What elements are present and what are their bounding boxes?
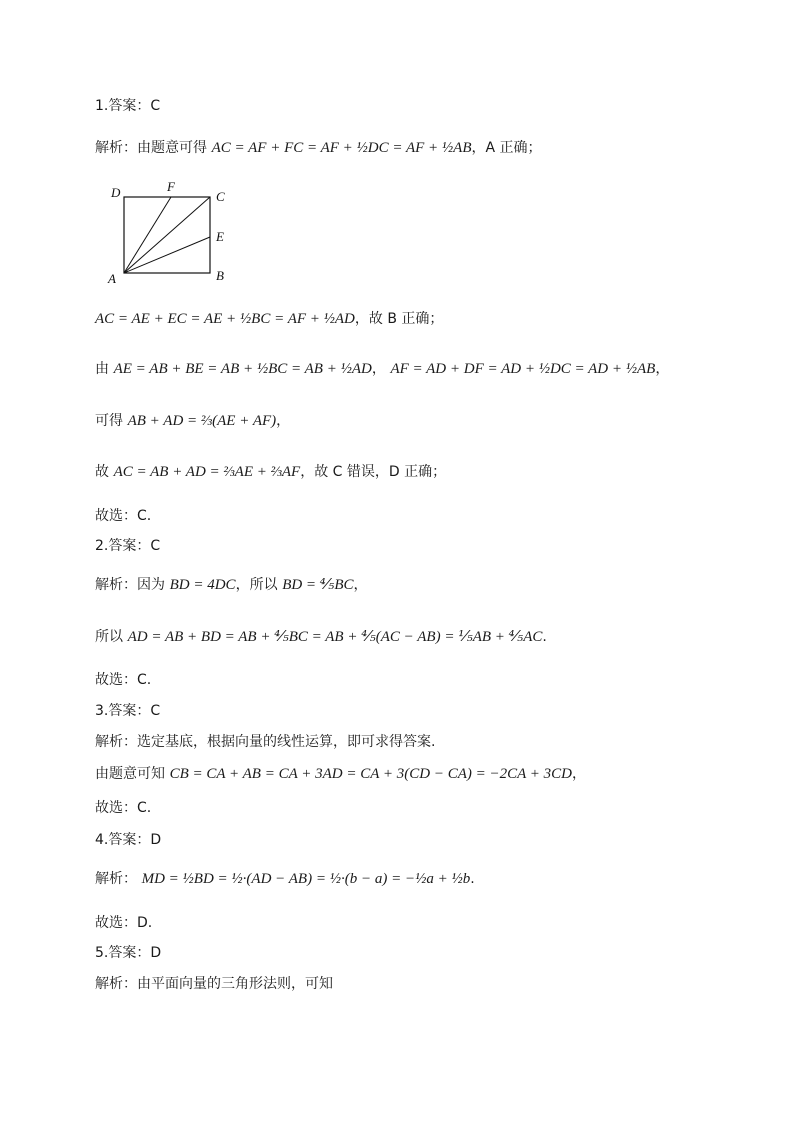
- q3-answer: 3.答案：C: [95, 703, 161, 719]
- q5-line1: 解析：由平面向量的三角形法则，可知: [95, 976, 333, 992]
- label-f: F: [167, 179, 175, 194]
- q3-l2-math: CB = CA + AB = CA + 3AD = CA + 3(CD − CA) = −2CA + 3CD: [169, 766, 572, 782]
- q4-math: MD = ½BD = ½·(AD − AB) = ½·(b − a) = −½a + ½b: [141, 871, 471, 887]
- q2-l1-tail: ，: [353, 577, 368, 593]
- q1-l1-math: AC = AF + FC = AF + ½DC = AF + ½AB: [211, 140, 472, 156]
- label-a: A: [108, 271, 116, 286]
- q2-line2: [95, 626, 547, 648]
- q1-line3: [95, 358, 669, 380]
- label-c: C: [216, 189, 225, 204]
- q4-label: 解析：: [95, 871, 137, 887]
- q2-l1-math1: BD = 4DC: [169, 577, 236, 593]
- q2-l2-text: 所以: [95, 629, 123, 645]
- q1-l5-math: AC = AB + AD = ⅔AE + ⅔AF: [113, 464, 301, 480]
- q1-l1-text: 由题意可得: [137, 140, 207, 156]
- q4-tail: .: [470, 871, 475, 887]
- q2-l2-tail: .: [542, 629, 547, 645]
- q1-line2: [95, 308, 443, 330]
- q1-l3-text: 由: [95, 361, 109, 377]
- segment-af: [124, 197, 171, 273]
- label-d: D: [111, 185, 121, 200]
- q2-l2-math: AD = AB + BD = AB + ⅘BC = AB + ⅘(AC − AB) = ⅕AB + ⅘AC: [127, 629, 543, 645]
- q1-l4-text: 可得: [95, 413, 123, 429]
- q1-answer: 1.答案：C: [95, 98, 161, 114]
- q1-l3-tail: ，: [655, 361, 670, 377]
- q1-choose: 故选：C.: [95, 508, 152, 524]
- q1-line1: [95, 137, 542, 159]
- q1-label: 解析：: [95, 140, 137, 156]
- q1-l2-tail: ，故 B 正确；: [354, 311, 444, 327]
- segment-ac: [124, 197, 210, 273]
- q1-l2-math: AC = AE + EC = AE + ½BC = AF + ½AD: [95, 311, 355, 327]
- q2-line1: [95, 574, 368, 596]
- q1-l5-text: 故: [95, 464, 109, 480]
- q1-l3-sep: ，: [371, 361, 386, 377]
- q1-l5-tail: ，故 C 错误，D 正确；: [300, 464, 447, 480]
- label-e: E: [216, 229, 224, 244]
- q1-l4-tail: ，: [276, 413, 291, 429]
- q4-answer: 4.答案：D: [95, 832, 162, 848]
- q1-l3-math1: AE = AB + BE = AB + ½BC = AB + ½AD: [113, 361, 372, 377]
- segment-ae: [124, 237, 210, 273]
- q2-choose: 故选：C.: [95, 672, 152, 688]
- q3-line2: [95, 763, 586, 785]
- q2-answer: 2.答案：C: [95, 538, 161, 554]
- q1-line4: [95, 410, 290, 432]
- q1-l1-tail: ，A 正确；: [471, 140, 542, 156]
- q1-l4-math: AB + AD = ⅔(AE + AF): [127, 413, 277, 429]
- q3-choose: 故选：C.: [95, 800, 152, 816]
- q1-line5: [95, 461, 446, 483]
- q3-l2-text: 由题意可知: [95, 766, 165, 782]
- label-b: B: [216, 268, 224, 283]
- square-figure: [105, 175, 235, 290]
- q3-line1: 解析：选定基底，根据向量的线性运算，即可求得答案.: [95, 734, 436, 750]
- q1-l3-math2: AF = AD + DF = AD + ½DC = AD + ½AB: [390, 361, 656, 377]
- q2-l1-math2: BD = ⅘BC: [282, 577, 354, 593]
- q2-l1-text: 解析：因为: [95, 577, 165, 593]
- q4-choose: 故选：D.: [95, 915, 153, 931]
- q3-l2-tail: ，: [571, 766, 586, 782]
- q4-line1: [95, 868, 475, 890]
- q2-l1-mid: ，所以: [235, 577, 278, 593]
- q5-answer: 5.答案：D: [95, 945, 162, 961]
